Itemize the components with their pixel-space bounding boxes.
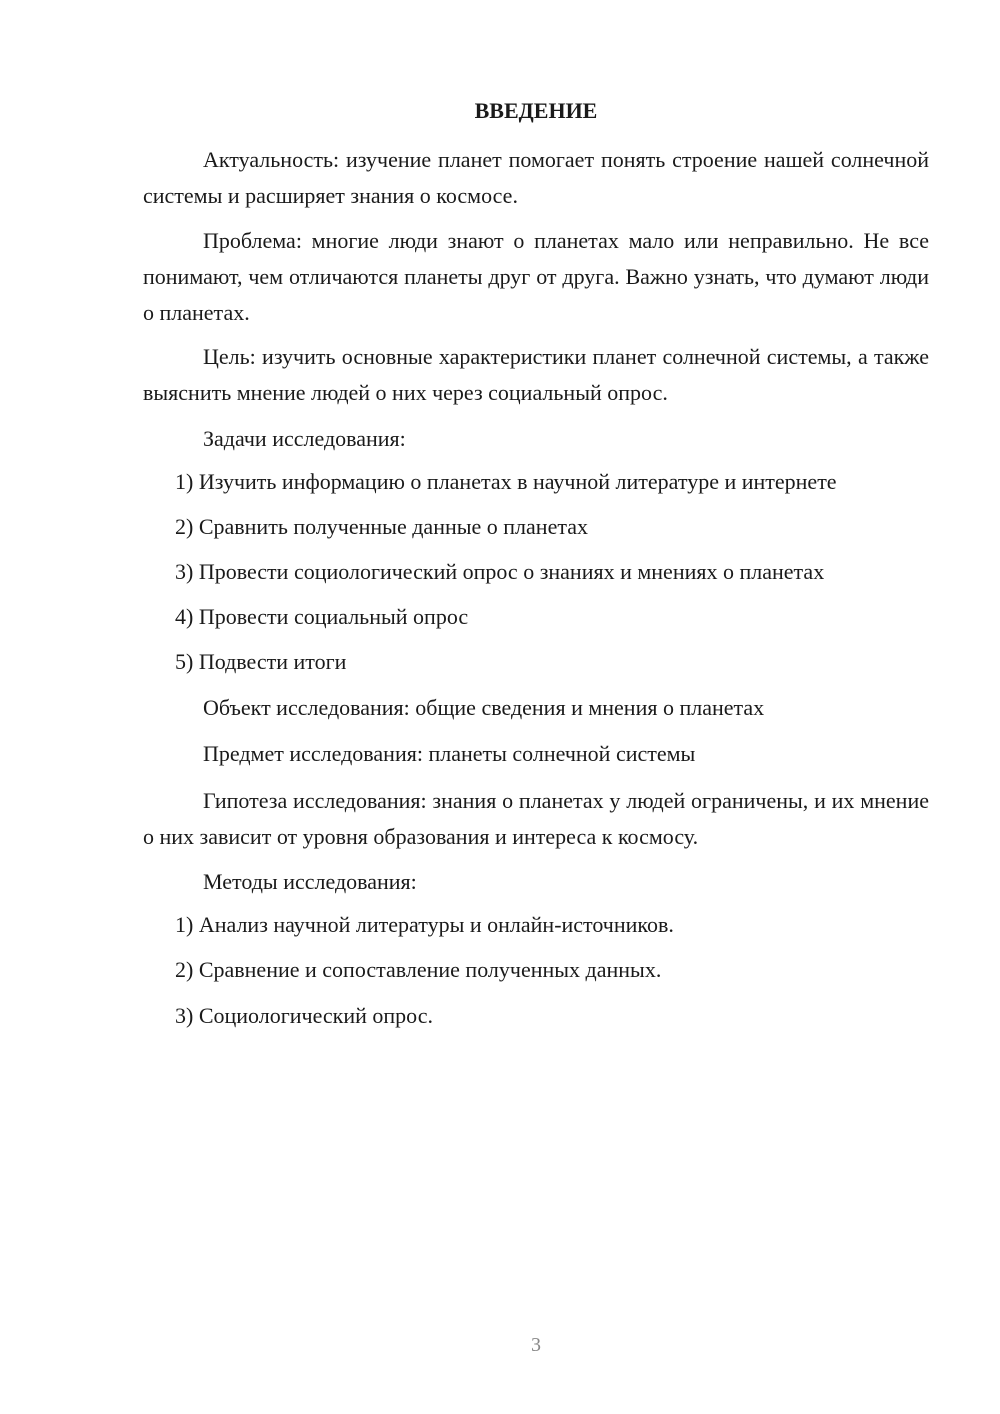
object-paragraph: Объект исследования: общие сведения и мнения о планетах — [203, 695, 765, 720]
subject-paragraph: Предмет исследования: планеты солнечной системы — [203, 741, 696, 766]
methods-title: Методы исследования: — [203, 869, 417, 894]
hypothesis-paragraph: Гипотеза исследования: знания о планетах у людей ограничены, и их мнение о них зависит от уровня образования и интереса к космосу. — [143, 788, 929, 849]
method-item-3: 3) Социологический опрос. — [175, 1003, 433, 1028]
task-item-5: 5) Подвести итоги — [175, 649, 347, 674]
page-number: 3 — [531, 1334, 541, 1356]
method-item-2: 2) Сравнение и сопоставление полученных данных. — [175, 957, 662, 982]
task-item-2: 2) Сравнить полученные данные о планетах — [175, 514, 588, 539]
task-item-3: 3) Провести социологический опрос о знаниях и мнениях о планетах — [175, 559, 825, 584]
method-item-1: 1) Анализ научной литературы и онлайн-источников. — [175, 912, 674, 937]
tasks-title: Задачи исследования: — [203, 426, 406, 451]
page-title: ВВЕДЕНИЕ — [474, 98, 598, 123]
task-item-4: 4) Провести социальный опрос — [175, 604, 469, 629]
relevance-paragraph: Актуальность: изучение планет помогает понять строение нашей солнечной системы и расширяет знания о космосе. — [143, 147, 929, 208]
problem-paragraph: Проблема: многие люди знают о планетах мало или неправильно. Не все понимают, чем отличаются планеты друг от друга. Важно узнать, что думают люди о планетах. — [143, 228, 929, 325]
goal-paragraph: Цель: изучить основные характеристики планет солнечной системы, а также выяснить мнение людей о них через социальный опрос. — [143, 344, 929, 405]
task-item-1: 1) Изучить информацию о планетах в научной литературе и интернете — [175, 469, 837, 494]
